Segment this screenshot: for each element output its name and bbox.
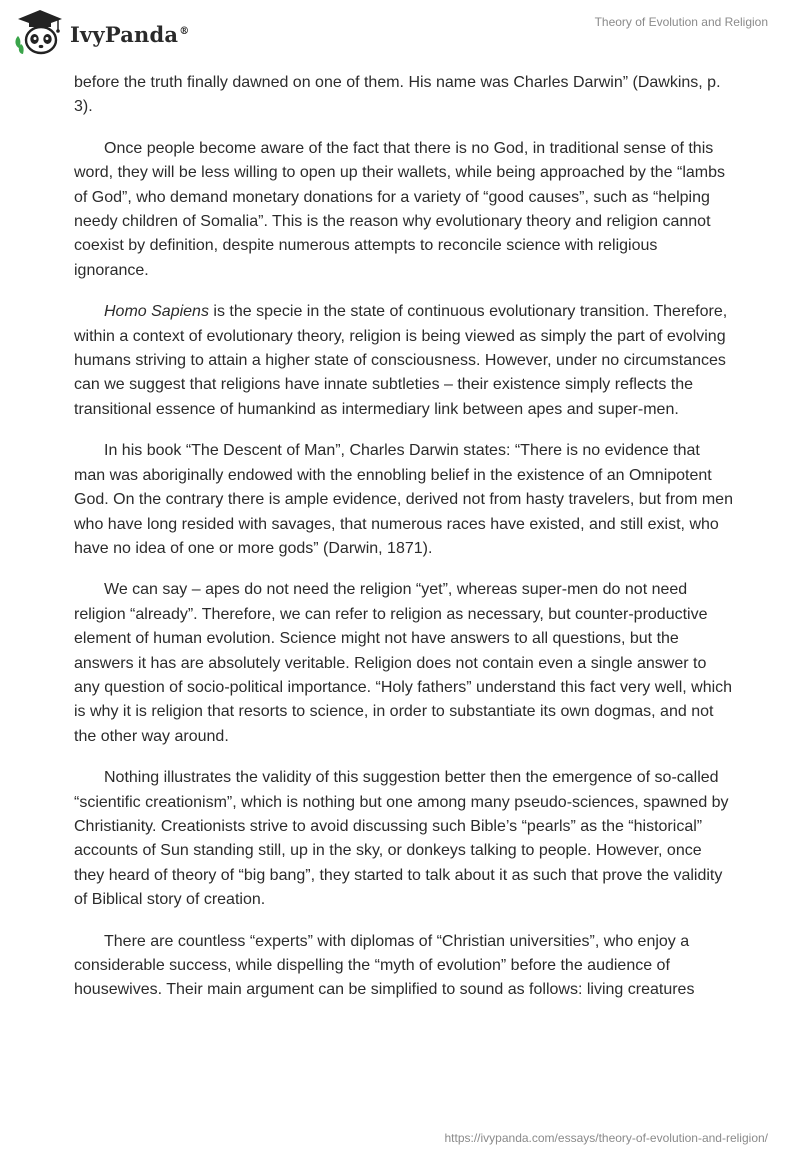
paragraph <box>74 300 734 422</box>
logo-wordmark: IvyPanda® <box>70 21 190 47</box>
essay-body <box>74 71 734 1020</box>
paragraph: There are countless “experts” with diplomas of “Christian universities”, who enjoy a considerable success, while dispelling the “myth of evolution” before the audience of housewives. Their main argument can be simplified to sound as follows: living creatures <box>74 932 695 999</box>
page-url[interactable]: https://ivypanda.com/essays/theory-of-evolution-and-religion/ <box>444 1131 768 1145</box>
paragraph-continued: before the truth finally dawned on one of them. His name was Charles Darwin” (Dawkins, p. 3). <box>74 74 721 116</box>
paragraph-text: is the specie in the state of continuous evolutionary transition. Therefore, within a context of evolutionary theory, religion is being viewed as simply the part of evolving humans striving to attain a higher state of consciousness. However, under no circumstances can we suggest that religions have innate subtleties – their existence simply reflects the transitional essence of humankind as intermediary link between apes and super-men. <box>74 303 728 418</box>
paragraph: In his book “The Descent of Man”, Charles Darwin states: “There is no evidence that man was aboriginally endowed with the ennobling belief in the existence of an Omnipotent God. On the contrary there is ample evidence, derived not from hasty travelers, but from men who have long resided with savages, that numerous races have existed, and still exist, who have no idea of one or more gods” (Darwin, 1871). <box>74 442 733 557</box>
document-title: Theory of Evolution and Religion <box>594 15 768 29</box>
page-header <box>0 0 800 70</box>
paragraph: We can say – apes do not need the religion “yet”, whereas super-men do not need religion “already”. Therefore, we can refer to religion as necessary, but counter-productive element of human evolution. Science might not have answers to all questions, but the answers it has are absolutely veritable. Religion does not contain even a single answer to any question of socio-political importance. “Holy fathers” understand this fact very well, which is why it is religion that resorts to science, in order to substantiate its own dogmas, and not the other way around. <box>74 581 733 745</box>
paragraph: Once people become aware of the fact that there is no God, in traditional sense of this word, they will be less willing to open up their wallets, while being approached by the “lambs of God”, who demand monetary donations for a variety of “good causes”, such as “helping needy children of Somalia”. This is the reason why evolutionary theory and religion cannot coexist by definition, despite numerous attempts to reconcile science with religious ignorance. <box>74 139 726 279</box>
ivypanda-logo[interactable] <box>14 8 189 56</box>
italic-term: Homo Sapiens <box>104 303 209 321</box>
paragraph: Nothing illustrates the validity of this suggestion better then the emergence of so-called “scientific creationism”, which is nothing but one among many pseudo-sciences, spawned by Christianity. Creationists strive to avoid discussing such Bible’s “pearls” as the “historical” accounts of Sun standing still, up in the sky, or donkeys talking to people. However, once they heard of theory of “big bang”, they started to talk about it as such that prove the validity of Biblical story of creation. <box>74 769 729 909</box>
panda-logo-icon <box>14 8 66 56</box>
